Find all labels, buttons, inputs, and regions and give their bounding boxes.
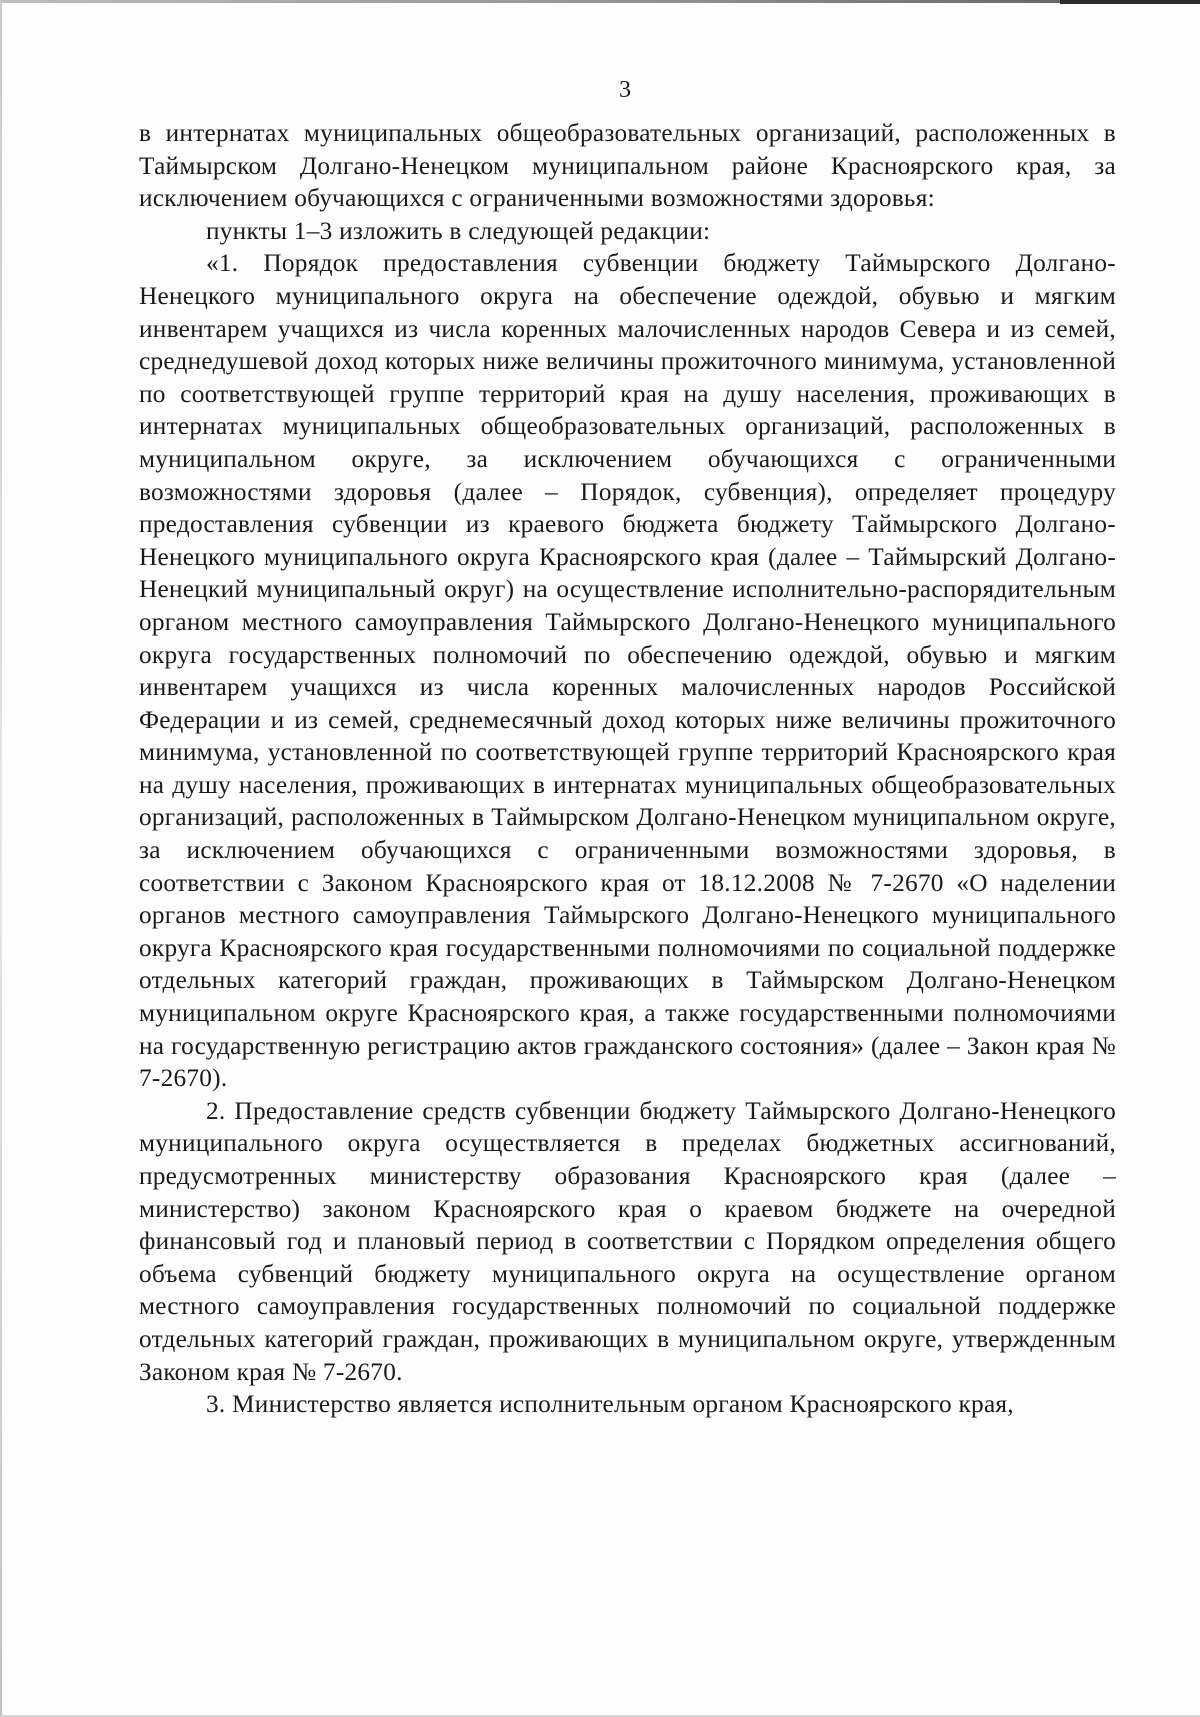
scan-edge-left	[0, 0, 2, 1717]
scan-edge-top-right	[1060, 0, 1200, 4]
document-body	[139, 117, 1116, 1421]
paragraph-point-1: «1. Порядок предоставления субвенции бюджету Таймырского Долгано-Ненецкого муниципального округа на обеспечение одеждой, обувью и мягким инвентарем учащихся из числа коренных малочисленных народов Севера и из семей, среднедушевой доход которых ниже величины прожиточного минимума, установленной по соответствующей группе территорий края на душу населения, проживающих в интернатах муниципальных общеобразовательных организаций, расположенных в муниципальном округе, за исключением обучающихся с ограниченными возможностями здоровья (далее – Порядок, субвенция), определяет процедуру предоставления субвенции из краевого бюджета бюджету Таймырского Долгано-Ненецкого муниципального округа Красноярского края (далее – Таймырский Долгано-Ненецкий муниципальный округ) на осуществление исполнительно-распорядительным органом местного самоуправления Таймырского Долгано-Ненецкого муниципального округа государственных полномочий по обеспечению одеждой, обувью и мягким инвентарем учащихся из числа коренных малочисленных народов Российской Федерации и из семей, среднемесячный доход которых ниже величины прожиточного минимума, установленной по соответствующей группе территорий Красноярского края на душу населения, проживающих в интернатах муниципальных общеобразовательных организаций, расположенных в Таймырском Долгано-Ненецком муниципальном округе, за исключением обучающихся с ограниченными возможностями здоровья, в соответствии с Законом Красноярского края от 18.12.2008 № 7-2670 «О наделении органов местного самоуправления Таймырского Долгано-Ненецкого муниципального округа Красноярского края государственными полномочиями по социальной поддержке отдельных категорий граждан, проживающих в Таймырском Долгано-Ненецком муниципальном округе Красноярского края, а также государственными полномочиями на государственную регистрацию актов гражданского состояния» (далее – Закон края № 7-2670).	[139, 249, 1116, 1093]
paragraph-continuation: в интернатах муниципальных общеобразовательных организаций, расположенных в Таймырском Долгано-Ненецком муниципальном районе Красноярского края, за исключением обучающихся с ограниченными возможностями здоровья:	[139, 119, 1116, 213]
scan-edge-top	[0, 0, 1200, 3]
paragraph-point-2: 2. Предоставление средств субвенции бюджету Таймырского Долгано-Ненецкого муниципального округа осуществляется в пределах бюджетных ассигнований, предусмотренных министерству образования Красноярского края (далее – министерство) законом Красноярского края о краевом бюджете на очередной финансовый год и плановый период в соответствии с Порядком определения общего объема субвенций бюджету муниципального округа на осуществление органом местного самоуправления государственных полномочий по социальной поддержке отдельных категорий граждан, проживающих в муниципальном округе, утвержденным Законом края № 7-2670.	[139, 1096, 1116, 1386]
page-number: 3	[619, 77, 631, 103]
paragraph-amendment-intro: пункты 1–3 изложить в следующей редакции:	[206, 216, 711, 245]
paragraph-point-3: 3. Министерство является исполнительным органом Красноярского края,	[206, 1390, 1014, 1419]
